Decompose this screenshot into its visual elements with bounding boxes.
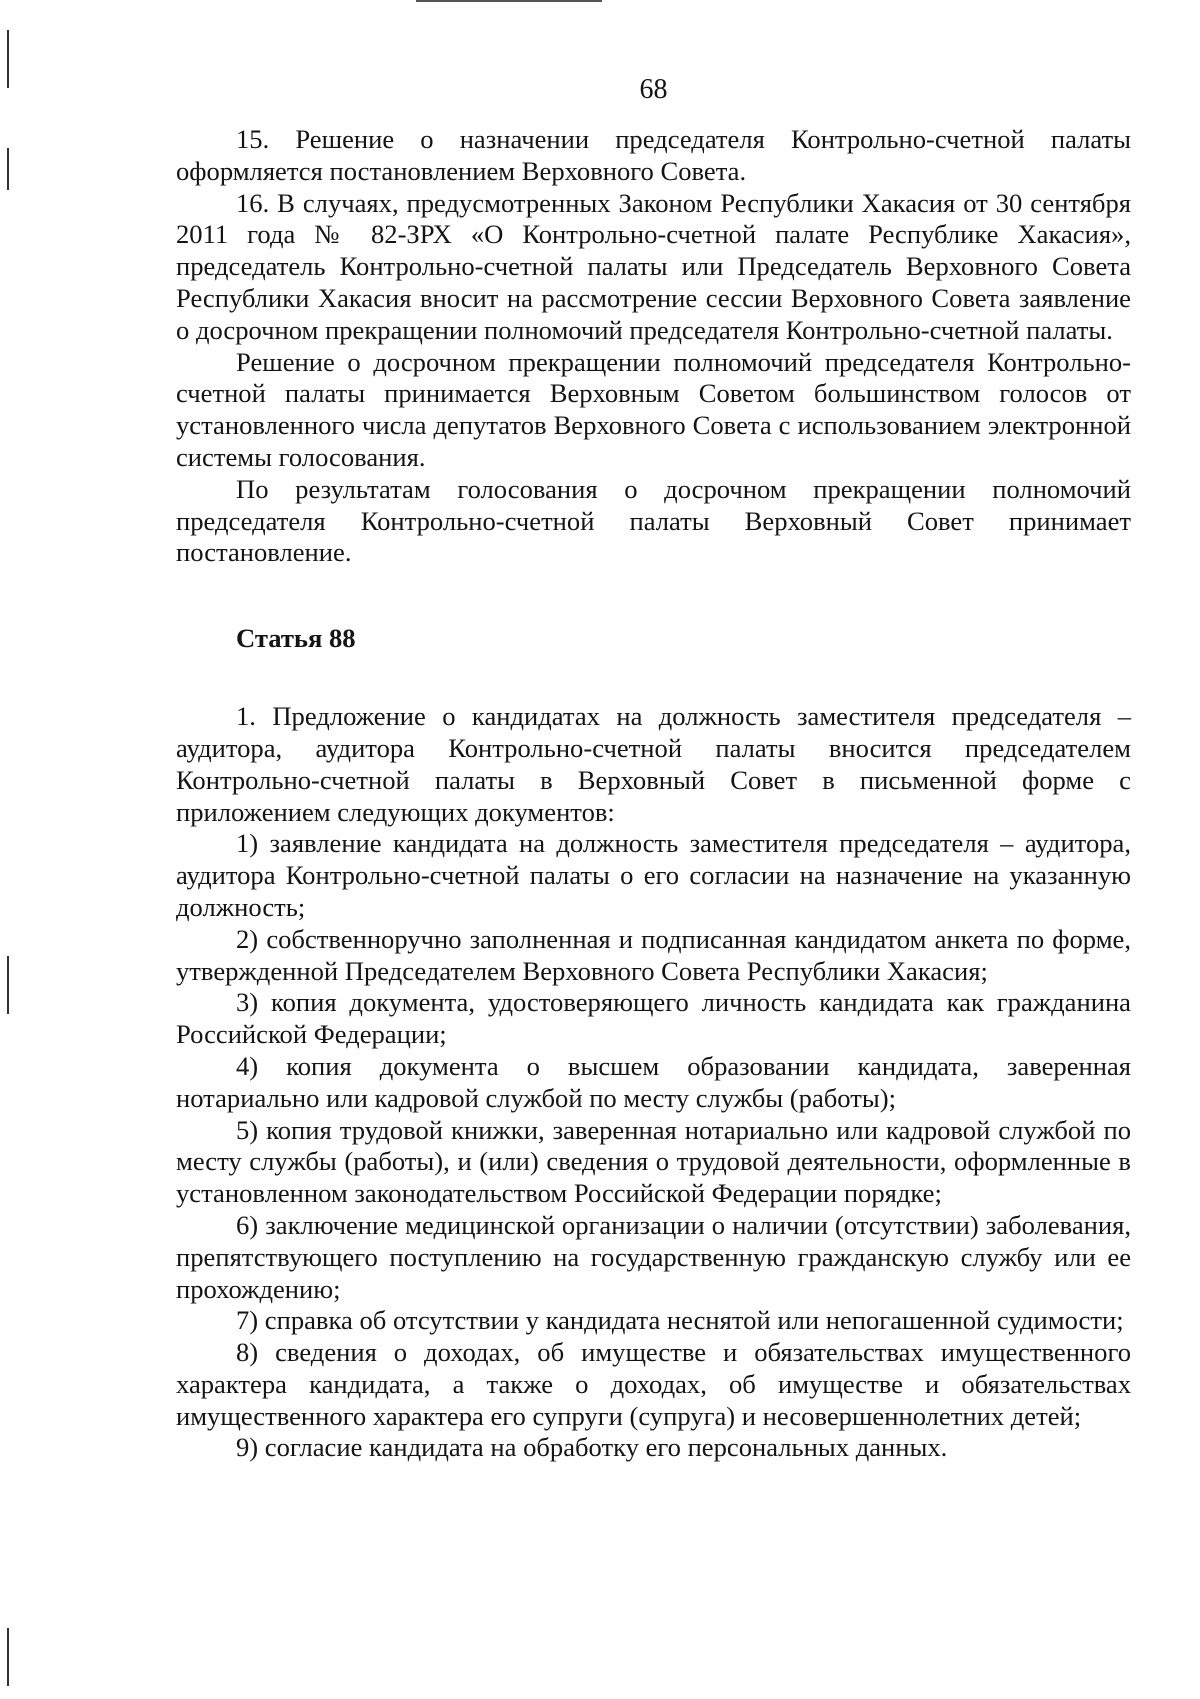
- list-item-7: 7) справка об отсутствии у кандидата неснятой или непогашенной судимости;: [236, 1305, 1124, 1336]
- list-item-2: 2) собственноручно заполненная и подписанная кандидатом анкета по форме, утвержденной Председателем Верховного Совета Республики Хакасия;: [176, 923, 1131, 986]
- scan-artifact-left-line: [7, 148, 9, 190]
- list-item-1: 1) заявление кандидата на должность заместителя председателя – аудитора, аудитора Контрольно-счетной палаты о его согласии на назначение на указанную должность;: [176, 828, 1131, 922]
- body-text-before: [176, 124, 1131, 569]
- paragraph-15: 15. Решение о назначении председателя Контрольно-счетной палаты оформляется постановлением Верховного Совета.: [176, 124, 1131, 186]
- document-page: [176, 72, 1131, 1464]
- scan-artifact-top-line: [416, 0, 602, 2]
- body-text-after: [176, 701, 1131, 1464]
- list-item-3: 3) копия документа, удостоверяющего личность кандидата как гражданина Российской Федерации;: [176, 987, 1131, 1050]
- list-item-5: 5) копия трудовой книжки, заверенная нотариально или кадровой службой по месту службы (работы), и (или) сведения о трудовой деятельности, оформленные в установленном законодательством Российской Федерации порядке;: [176, 1114, 1131, 1209]
- paragraph-article-88-item-1: 1. Предложение о кандидатах на должность заместителя председателя – аудитора, аудитора Контрольно-счетной палаты вносится председателем Контрольно-счетной палаты в Верховный Совет в письменной форме с приложением следующих документов:: [176, 701, 1131, 827]
- list-item-8: 8) сведения о доходах, об имуществе и обязательствах имущественного характера кандидата, а также о доходах, об имуществе и обязательствах имущественного характера его супруги (супруга) и несовершеннолетних детей;: [176, 1337, 1131, 1431]
- scan-artifact-left-line: [7, 30, 9, 88]
- article-heading: Статья 88: [236, 623, 356, 654]
- list-item-9: 9) согласие кандидата на обработку его персональных данных.: [236, 1432, 948, 1463]
- page-number: 68: [639, 74, 668, 105]
- list-item-6: 6) заключение медицинской организации о наличии (отсутствии) заболевания, препятствующего поступлению на государственную гражданскую службу или ее прохождению;: [176, 1209, 1131, 1304]
- scan-artifact-left-line: [7, 1628, 9, 1686]
- paragraph-voting-results: По результатам голосования о досрочном прекращении полномочий председателя Контрольно-счетной палаты Верховный Совет принимает постановление.: [176, 473, 1131, 568]
- scan-artifact-left-line: [7, 956, 9, 1014]
- list-item-4: 4) копия документа о высшем образовании кандидата, заверенная нотариально или кадровой службой по месту службы (работы);: [176, 1050, 1131, 1113]
- paragraph-early-termination-decision: Решение о досрочном прекращении полномочий председателя Контрольно-счетной палаты принимается Верховным Советом большинством голосов от установленного числа депутатов Верховного Совета с использованием электронной системы голосования.: [176, 346, 1131, 472]
- paragraph-16: 16. В случаях, предусмотренных Законом Республики Хакасия от 30 сентября 2011 года № 82-ЗРХ «О Контрольно-счетной палате Республике Хакасия», председатель Контрольно-счетной палаты или Председатель Верховного Совета Республики Хакасия вносит на рассмотрение сессии Верховного Совета заявление о досрочном прекращении полномочий председателя Контрольно-счетной палаты.: [176, 187, 1131, 345]
